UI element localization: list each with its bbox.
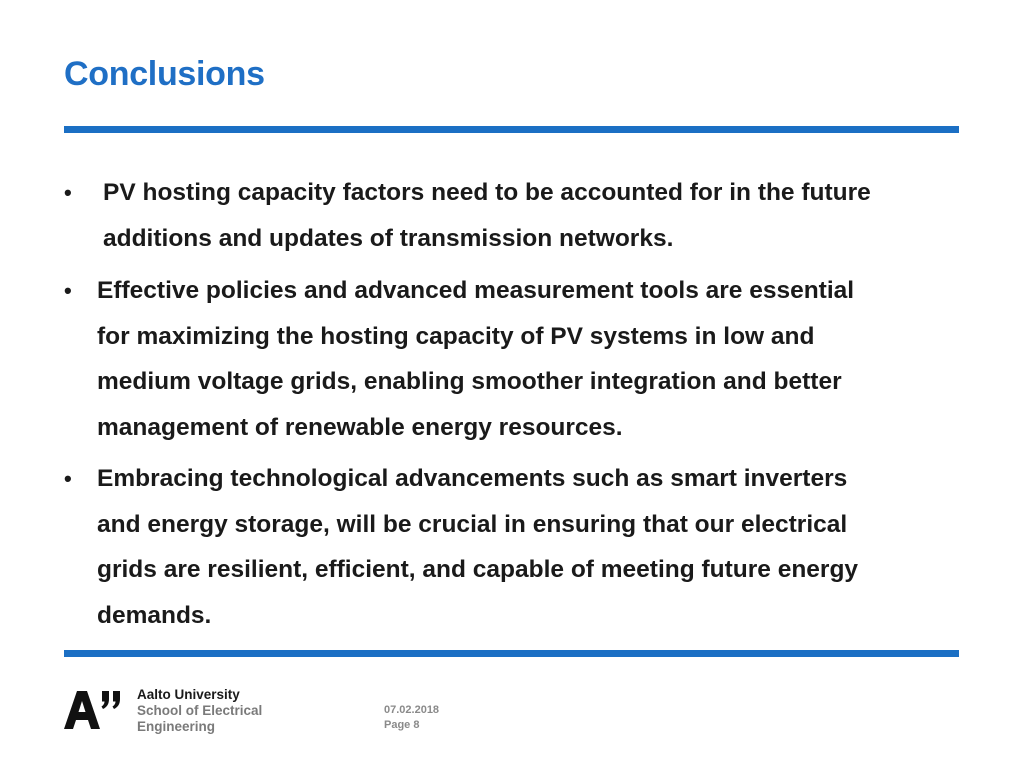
aalto-logo-icon bbox=[64, 688, 124, 732]
bullet-text: Embracing technological advancements such as smart inverters and energy storage, will be crucial in ensuring that our electrical grids are resilient, efficient, and capable of meeting future energy demands. bbox=[97, 465, 859, 629]
slide-title: Conclusions bbox=[64, 55, 265, 93]
organization-name bbox=[137, 687, 262, 735]
bullet-text: PV hosting capacity factors need to be accounted for in the future additions and updates of transmission networks. bbox=[103, 179, 871, 252]
slide-meta bbox=[384, 703, 439, 733]
bullet-text: Effective policies and advanced measurement tools are essential for maximizing the hosting capacity of PV systems in low and medium voltage grids, enabling smoother integration and better management of renewable energy resources. bbox=[97, 277, 855, 441]
slide-date: 07.02.2018 bbox=[384, 704, 440, 716]
page-number: Page 8 bbox=[384, 719, 420, 731]
top-divider bbox=[64, 126, 959, 133]
university-name: Aalto University bbox=[137, 687, 240, 702]
school-name-line2: Engineering bbox=[137, 719, 216, 734]
school-name-line1: School of Electrical bbox=[137, 703, 263, 718]
bullet-marker: • bbox=[64, 180, 72, 205]
bullet-marker: • bbox=[64, 278, 72, 303]
bottom-divider bbox=[64, 650, 959, 657]
bullet-marker: • bbox=[64, 466, 72, 491]
